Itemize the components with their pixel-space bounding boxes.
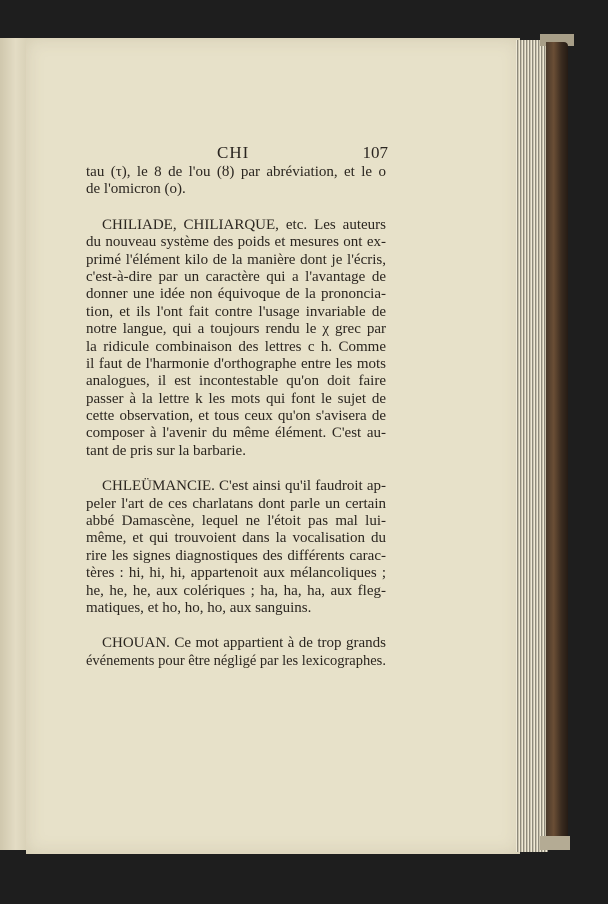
running-head — [86, 143, 388, 165]
running-head-title: CHI — [217, 143, 250, 162]
text-line: du nouveau système des poids et mesures ont ex- — [86, 234, 386, 251]
page-number: 107 — [362, 143, 388, 162]
text-line: c'est-à-dire par un caractère qui a l'avantage de — [86, 268, 386, 285]
text-line: tion, et ils l'ont fait contre l'usage invariable de — [86, 303, 386, 320]
text-line: matiques, et ho, ho, ho, aux sanguins. — [86, 599, 312, 616]
text-line: notre langue, qui a toujours rendu le χ grec par — [86, 321, 386, 338]
entry-chiliade — [86, 217, 386, 460]
text-line: rire les signes diagnostiques des différents carac- — [86, 547, 386, 564]
text-line: composer à l'avenir du même élément. C'est au- — [86, 425, 386, 442]
text-line: cette observation, et tous ceux qu'on s'avisera de — [86, 408, 386, 425]
entry-headline: CHLEÜMANCIE. C'est ainsi qu'il faudroit ap- — [102, 478, 386, 495]
book-cover-spine — [546, 42, 568, 848]
text-line: la ridicule combinaison des lettres c h. Comme — [86, 338, 386, 355]
text-line: donner une idée non équivoque de la prononcia- — [86, 286, 386, 303]
entry-chouan — [86, 635, 386, 670]
text-line: de l'omicron (ο). — [86, 181, 186, 198]
text-line: abbé Damascène, lequel ne l'étoit pas mal lui- — [86, 513, 386, 530]
text-line: même, et qui trouvoient dans la vocalisation du — [86, 530, 386, 547]
text-line: tères : hi, hi, hi, appartenoit aux mélancoliques ; — [86, 565, 386, 582]
text-line: analogues, il est incontestable qu'on doit faire — [86, 373, 386, 390]
text-line: tant de pris sur la barbarie. — [86, 442, 246, 459]
entry-headline: CHOUAN. Ce mot appartient à de trop grands — [102, 635, 386, 652]
text-line: peler l'art de ces charlatans dont parle un certain — [86, 495, 386, 512]
entry-headline: CHILIADE, CHILIARQUE, etc. Les auteurs — [102, 216, 386, 233]
previous-page-edge — [0, 38, 27, 850]
text-line: tau (τ), le 8 de l'ou (ȣ) par abréviation, et le ο — [86, 164, 386, 180]
cover-corner-bottom — [540, 836, 570, 850]
text-line: passer à la lettre k les mots qui font le sujet de — [86, 390, 386, 407]
text-line: il faut de l'harmonie d'orthographe entre les mots — [86, 355, 386, 372]
text-line: he, he, he, aux colériques ; ha, ha, ha, aux fleg- — [86, 582, 386, 599]
text-line: primé l'élément kilo de la manière dont je l'écris, — [86, 251, 386, 268]
body-text — [86, 164, 386, 688]
paragraph-continuation — [86, 164, 386, 199]
text-line: événements pour être négligé par les lexicographes. — [86, 652, 386, 669]
entry-chleumancie — [86, 478, 386, 617]
page-block-edge — [516, 40, 548, 852]
